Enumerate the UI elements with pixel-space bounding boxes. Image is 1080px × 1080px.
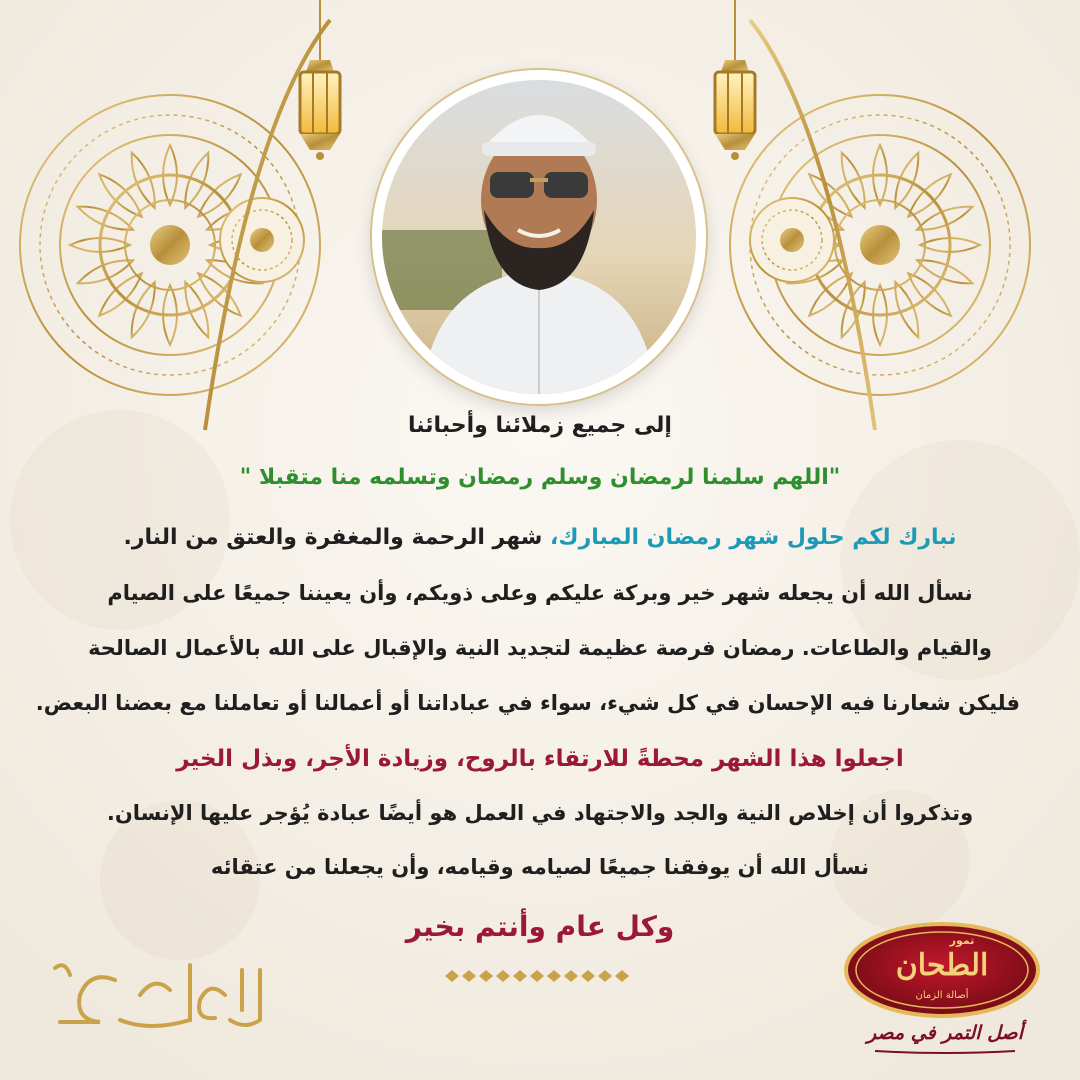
logo-brand-name: الطحان	[895, 948, 989, 983]
final-greeting: وكل عام وأنتم بخير	[405, 910, 675, 943]
prayer-line: "اللهم سلمنا لرمضان وسلم رمضان وتسلمه منا متقبلا "	[239, 465, 841, 490]
paragraph-line-2: والقيام والطاعات. رمضان فرصة عظيمة لتجديد النية والإقبال على الله بالأعمال الصالحة	[88, 636, 992, 660]
ask-line: نسأل الله أن يوفقنا جميعًا لصيامه وقيامه، وأن يجعلنا من عتقائه	[210, 855, 870, 879]
make-it-line: اجعلوا هذا الشهر محطةً للارتقاء بالروح، وزيادة الأجر، وبذل الخير	[176, 746, 904, 772]
paragraph-line-3: فليكن شعارنا فيه الإحسان في كل شيء، سواء في عباداتنا أو أعمالنا أو تعاملنا مع بعضنا البعض.	[35, 691, 1020, 715]
brand-logo	[842, 920, 1042, 1020]
tagline-underline-icon	[875, 1048, 1015, 1054]
logo-top-word: تمور	[949, 934, 975, 947]
blessing-line	[60, 527, 1020, 549]
ornament-divider-icon	[440, 965, 640, 987]
brand-tagline: أصل التمر في مصر	[867, 1022, 1023, 1044]
person-portrait-icon	[382, 80, 696, 394]
blessing-accent: نبارك لكم حلول شهر رمضان المبارك،	[550, 525, 957, 550]
logo-sub-text: أصالة الزمان	[915, 990, 969, 1001]
remember-line: وتذكروا أن إخلاص النية والجد والاجتهاد في العمل هو أيضًا عبادة يُؤجر عليها الإنسان.	[106, 801, 974, 825]
blessing-rest: شهر الرحمة والمغفرة والعتق من النار.	[123, 525, 551, 550]
greeting-line: إلى جميع زملائنا وأحبائنا	[408, 413, 672, 438]
paragraph-line-1: نسأل الله أن يجعله شهر خير وبركة عليكم وعلى ذويكم، وأن يعيننا جميعًا على الصيام	[107, 581, 973, 605]
portrait-photo	[372, 70, 706, 404]
signature-calligraphy	[30, 950, 280, 1040]
